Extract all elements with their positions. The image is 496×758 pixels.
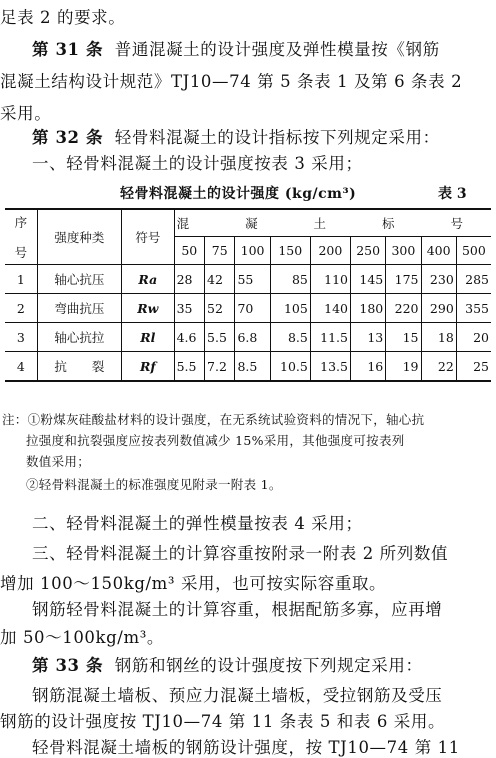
strength-value: 285 xyxy=(456,265,491,294)
strength-symbol: Rl xyxy=(122,323,175,352)
article-32-heading: 第 32 条 xyxy=(32,128,104,147)
strength-value: 35 xyxy=(174,294,204,323)
strength-value: 5.5 xyxy=(174,352,204,382)
strength-value: 8.5 xyxy=(270,323,310,352)
text-line: 二、轻骨料混凝土的弹性模量按表 4 采用； xyxy=(32,514,363,533)
grade-cell: 200 xyxy=(310,237,350,265)
strength-value: 85 xyxy=(270,265,310,294)
grade-cell: 75 xyxy=(205,237,235,265)
seq-header: 序 号 xyxy=(5,209,37,265)
grade-cell: 50 xyxy=(174,237,204,265)
table-row xyxy=(5,323,491,352)
table-row xyxy=(5,265,491,294)
strength-value: 55 xyxy=(235,265,270,294)
grade-cell: 100 xyxy=(235,237,270,265)
strength-symbol: Rw xyxy=(122,294,175,323)
strength-symbol: Ra xyxy=(122,265,175,294)
text-line: 三、轻骨料混凝土的计算容重按附录一附表 2 所列数值 xyxy=(32,544,449,563)
strength-value: 13 xyxy=(350,323,385,352)
article-31-text: 普通混凝土的设计强度及弹性模量按《钢筋 xyxy=(114,40,440,59)
text-line: 轻骨料混凝土墙板的钢筋设计强度，按 TJ10—74 第 11 xyxy=(32,738,460,757)
strength-value: 13.5 xyxy=(310,352,350,382)
table-row xyxy=(5,352,491,382)
note-line: ②轻骨料混凝土的标准强度见附录一附表 1。 xyxy=(26,477,282,492)
table-body xyxy=(5,265,491,382)
grade-header: 混 凝 土 标 号 xyxy=(174,209,491,237)
strength-symbol: Rf xyxy=(122,352,175,382)
text-line: 加 50～100kg/m³。 xyxy=(0,628,165,647)
strength-value: 16 xyxy=(350,352,385,382)
strength-type: 抗 裂 xyxy=(37,352,121,382)
strength-value: 8.5 xyxy=(235,352,270,382)
text-line: 钢筋轻骨料混凝土的计算容重，根据配筋多寡，应再增 xyxy=(32,600,443,619)
text-line: 混凝土结构设计规范》TJ10—74 第 5 条表 1 及第 6 条表 2 xyxy=(0,72,463,91)
row-number: 2 xyxy=(5,294,37,323)
strength-value: 220 xyxy=(386,294,421,323)
strength-value: 5.5 xyxy=(205,323,235,352)
strength-type: 轴心抗压 xyxy=(37,265,121,294)
text-line: 一、轻骨料混凝土的设计强度按表 3 采用； xyxy=(32,154,363,173)
article-32-line xyxy=(32,124,440,148)
type-header: 强度种类 xyxy=(37,209,121,265)
strength-value: 25 xyxy=(456,352,491,382)
grade-cell: 150 xyxy=(270,237,310,265)
article-33-line xyxy=(32,652,423,676)
strength-value: 230 xyxy=(421,265,456,294)
strength-value: 18 xyxy=(421,323,456,352)
text-line: 增加 100～150kg/m³ 采用，也可按实际容重取。 xyxy=(0,574,387,593)
strength-value: 19 xyxy=(386,352,421,382)
strength-type: 弯曲抗压 xyxy=(37,294,121,323)
strength-value: 180 xyxy=(350,294,385,323)
text-line: 钢筋混凝土墙板、预应力混凝土墙板，受拉钢筋及受压 xyxy=(32,686,443,705)
text-line: 钢筋的设计强度按 TJ10—74 第 11 条表 5 和表 6 采用。 xyxy=(0,712,446,731)
strength-value: 20 xyxy=(456,323,491,352)
note-line: 数值采用； xyxy=(26,454,91,469)
strength-value: 7.2 xyxy=(205,352,235,382)
strength-value: 105 xyxy=(270,294,310,323)
strength-value: 145 xyxy=(350,265,385,294)
strength-table xyxy=(5,208,491,382)
table-number: 表 3 xyxy=(438,186,467,202)
strength-value: 290 xyxy=(421,294,456,323)
text-line: 采用。 xyxy=(0,104,52,123)
strength-value: 6.8 xyxy=(235,323,270,352)
strength-value: 10.5 xyxy=(270,352,310,382)
grade-cell: 400 xyxy=(421,237,456,265)
strength-value: 355 xyxy=(456,294,491,323)
grade-cell: 500 xyxy=(456,237,491,265)
strength-value: 28 xyxy=(174,265,204,294)
article-31-heading: 第 31 条 xyxy=(32,40,104,59)
strength-value: 4.6 xyxy=(174,323,204,352)
strength-type: 轴心抗拉 xyxy=(37,323,121,352)
strength-value: 110 xyxy=(310,265,350,294)
article-33-text: 钢筋和钢丝的设计强度按下列规定采用： xyxy=(114,656,423,675)
strength-value: 52 xyxy=(205,294,235,323)
strength-value: 140 xyxy=(310,294,350,323)
strength-value: 11.5 xyxy=(310,323,350,352)
strength-value: 175 xyxy=(386,265,421,294)
row-number: 3 xyxy=(5,323,37,352)
article-33-heading: 第 33 条 xyxy=(32,656,104,675)
note-line: 注：①粉煤灰硅酸盐材料的设计强度，在无系统试验资料的情况下，轴心抗 xyxy=(2,412,425,427)
table-caption: 轻骨料混凝土的设计强度 (kg/cm³) xyxy=(120,186,357,202)
strength-value: 15 xyxy=(386,323,421,352)
article-31-line xyxy=(32,36,440,60)
row-number: 4 xyxy=(5,352,37,382)
text-line: 足表 2 的要求。 xyxy=(0,8,126,27)
grade-cell: 300 xyxy=(386,237,421,265)
strength-value: 70 xyxy=(235,294,270,323)
article-32-text: 轻骨料混凝土的设计指标按下列规定采用： xyxy=(114,128,440,147)
table-row xyxy=(5,294,491,323)
symbol-header: 符号 xyxy=(122,209,175,265)
grade-cell: 250 xyxy=(350,237,385,265)
strength-value: 22 xyxy=(421,352,456,382)
row-number: 1 xyxy=(5,265,37,294)
strength-value: 42 xyxy=(205,265,235,294)
note-line: 拉强度和抗裂强度应按表列数值减少 15%采用，其他强度可按表列 xyxy=(26,433,405,448)
